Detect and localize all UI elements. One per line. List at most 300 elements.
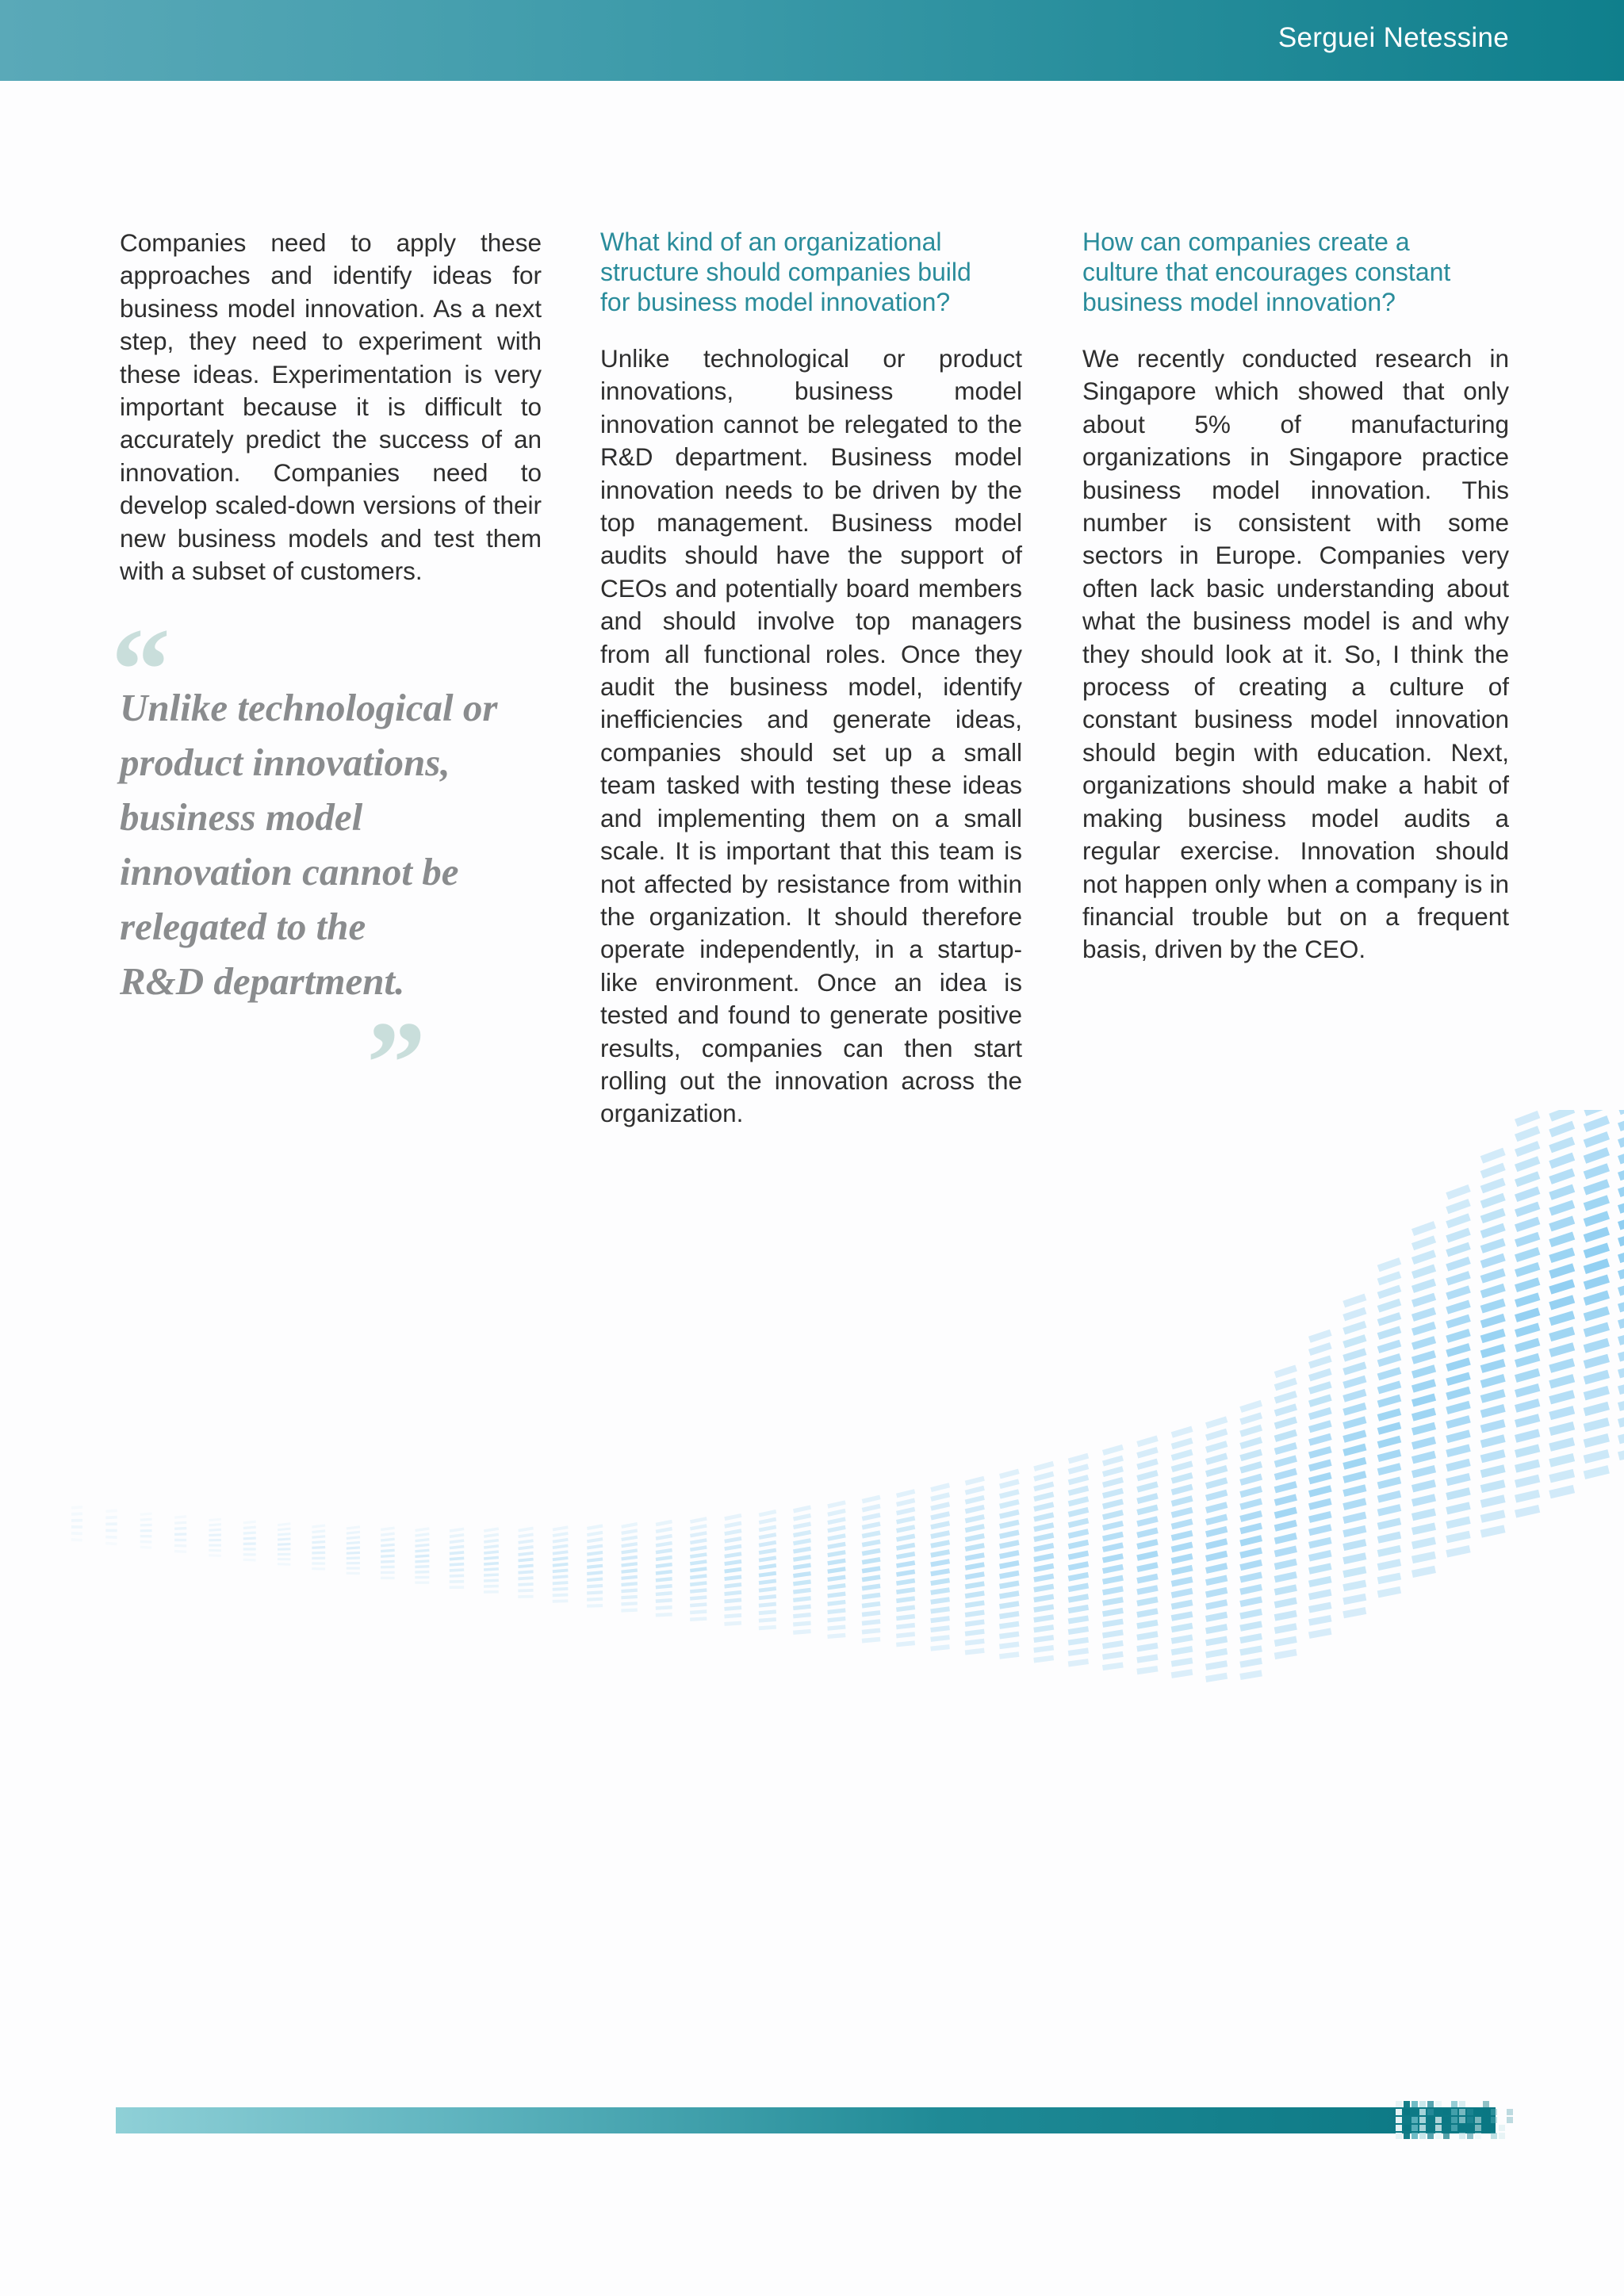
- wave-tile: [656, 1577, 672, 1582]
- wave-tile: [518, 1582, 533, 1586]
- wave-tile: [1308, 1330, 1332, 1343]
- wave-tile: [1342, 1512, 1366, 1524]
- wave-tile: [209, 1518, 221, 1522]
- wave-tile: [347, 1567, 360, 1569]
- wave-tile: [793, 1547, 811, 1554]
- wave-tile: [105, 1542, 117, 1546]
- wave-tile: [1308, 1602, 1332, 1613]
- wave-tile: [415, 1565, 429, 1568]
- text-line: innovations, business model: [600, 377, 1022, 406]
- wave-tile: [1308, 1511, 1332, 1523]
- footer-pixel: [1459, 2133, 1465, 2139]
- wave-tile: [553, 1525, 569, 1531]
- wave-tile: [1171, 1634, 1193, 1644]
- wave-tile: [827, 1559, 845, 1566]
- wave-tile: [1068, 1464, 1090, 1474]
- text-line: the process of creating a culture of: [1082, 639, 1509, 702]
- wave-tile: [1274, 1507, 1297, 1519]
- wave-tile: [1205, 1465, 1228, 1477]
- wave-tile: [793, 1530, 811, 1537]
- wave-tile: [1618, 1346, 1624, 1361]
- wave-tile: [1068, 1583, 1089, 1593]
- wave-tile: [209, 1533, 221, 1536]
- wave-tile: [724, 1536, 741, 1544]
- wave-tile: [1068, 1615, 1089, 1624]
- wave-tile: [1549, 1200, 1575, 1216]
- wave-tile: [999, 1540, 1020, 1548]
- wave-tile: [690, 1552, 707, 1559]
- wave-tile: [759, 1617, 776, 1623]
- wave-tile: [1136, 1620, 1158, 1629]
- text-line: audit the business model, identify: [600, 672, 1022, 702]
- wave-tile: [1205, 1673, 1228, 1682]
- wave-tile: [1205, 1587, 1228, 1598]
- wave-tile: [965, 1590, 985, 1598]
- wave-tile: [1411, 1235, 1436, 1250]
- wave-tile: [1549, 1469, 1575, 1483]
- text-line: only about 5% of manufacturing: [1082, 377, 1509, 438]
- wave-tile: [347, 1552, 360, 1555]
- wave-tile: [1308, 1433, 1332, 1446]
- wave-tile: [930, 1492, 950, 1502]
- wave-tile: [1377, 1436, 1402, 1448]
- wave-tile: [1274, 1649, 1297, 1659]
- wave-tile: [347, 1531, 360, 1535]
- wave-tile: [1377, 1285, 1402, 1299]
- text-line: next step, they need to experiment: [120, 293, 542, 356]
- wave-tile: [174, 1527, 186, 1530]
- wave-tile: [484, 1585, 499, 1588]
- wave-tile: [1274, 1403, 1297, 1416]
- wave-tile: [1068, 1626, 1089, 1635]
- wave-tile: [1515, 1277, 1540, 1292]
- footer-pixel: [1396, 2109, 1402, 2115]
- wave-tile: [930, 1644, 950, 1651]
- wave-tile: [1102, 1553, 1124, 1563]
- wave-tile: [1239, 1559, 1262, 1571]
- wave-tile: [1411, 1494, 1436, 1506]
- wave-tile: [415, 1544, 429, 1548]
- wave-tile: [1584, 1386, 1610, 1400]
- wave-tile: [1515, 1414, 1540, 1427]
- footer-pixel: [1419, 2117, 1426, 2123]
- wave-tile: [381, 1538, 395, 1542]
- wave-tile: [1308, 1628, 1331, 1638]
- wave-tile: [1308, 1524, 1332, 1536]
- footer-pixel: [1499, 2125, 1505, 2131]
- wave-tile: [1205, 1599, 1228, 1609]
- wave-tile: [1549, 1437, 1575, 1452]
- wave-tile: [209, 1539, 221, 1541]
- footer-pixel: [1459, 2117, 1465, 2123]
- text-line: We recently conducted research: [1082, 344, 1473, 373]
- wave-tile: [1308, 1485, 1332, 1497]
- wave-tile: [1171, 1426, 1193, 1438]
- wave-tile: [759, 1594, 776, 1600]
- wave-tile: [518, 1527, 534, 1533]
- wave-tile: [243, 1553, 256, 1556]
- wave-tile: [1480, 1223, 1506, 1238]
- wave-tile: [1515, 1186, 1540, 1202]
- wave-tile: [690, 1595, 707, 1600]
- wave-tile: [1377, 1532, 1401, 1544]
- wave-tile: [930, 1483, 950, 1492]
- wave-tile: [965, 1514, 985, 1523]
- text-line: Companies need to apply these: [120, 228, 542, 257]
- wave-tile: [621, 1522, 638, 1529]
- wave-tile: [1515, 1232, 1540, 1247]
- wave-tile: [827, 1617, 845, 1623]
- wave-tile: [1342, 1566, 1366, 1578]
- wave-tile: [1342, 1539, 1366, 1551]
- wave-tile: [1618, 1330, 1624, 1345]
- wave-tile: [999, 1571, 1020, 1579]
- wave-tile: [1515, 1111, 1540, 1127]
- wave-tile: [1308, 1446, 1332, 1459]
- wave-tile: [1377, 1490, 1401, 1503]
- wave-tile: [1342, 1498, 1366, 1510]
- wave-tile: [312, 1524, 325, 1528]
- wave-tile: [656, 1584, 672, 1589]
- wave-tile: [1549, 1342, 1575, 1357]
- wave-tile: [1446, 1199, 1470, 1214]
- wave-tile: [1102, 1445, 1124, 1456]
- wave-tile: [415, 1576, 429, 1579]
- wave-tile: [1515, 1323, 1540, 1337]
- wave-tile: [1274, 1533, 1297, 1544]
- wave-tile: [1033, 1461, 1054, 1471]
- wave-tile: [827, 1633, 845, 1639]
- wave-tile: [1239, 1461, 1262, 1473]
- wave-tile: [930, 1606, 950, 1613]
- text-line: constant business model innovation: [1082, 705, 1509, 734]
- wave-tile: [1205, 1636, 1228, 1647]
- wave-tile: [999, 1621, 1019, 1629]
- wave-tile: [381, 1526, 395, 1531]
- wave-tile: [1239, 1645, 1262, 1655]
- wave-tile: [1584, 1258, 1610, 1274]
- wave-tile: [621, 1589, 638, 1594]
- text-line: their new business models and test: [120, 491, 542, 553]
- wave-tile: [1584, 1402, 1610, 1416]
- footer-pixel: [1491, 2133, 1497, 2139]
- wave-tile: [1515, 1156, 1540, 1172]
- wave-tile: [1411, 1437, 1436, 1450]
- wave-tile: [1068, 1572, 1089, 1582]
- wave-tile: [1136, 1551, 1158, 1561]
- wave-tile: [759, 1548, 777, 1555]
- footer-pixel: [1475, 2117, 1481, 2123]
- wave-tile: [71, 1532, 82, 1535]
- wave-tile: [724, 1582, 741, 1588]
- wave-tile: [1068, 1496, 1090, 1506]
- wave-tile: [1549, 1422, 1575, 1436]
- wave-tile: [1618, 1148, 1624, 1165]
- wave-tile: [690, 1524, 707, 1530]
- text-line: is not affected by resistance from: [600, 836, 1022, 898]
- wave-tile: [1480, 1510, 1506, 1522]
- footer-pixel: [1411, 2101, 1418, 2107]
- wave-tile: [1618, 1264, 1624, 1280]
- wave-tile: [1549, 1121, 1575, 1138]
- wave-tile: [1618, 1131, 1624, 1148]
- heading-line: for business model innovation?: [600, 288, 951, 316]
- wave-tile: [1618, 1280, 1624, 1296]
- wave-tile: [518, 1552, 534, 1556]
- wave-tile: [1033, 1635, 1054, 1643]
- wave-tile: [896, 1516, 915, 1525]
- wave-tile: [1549, 1153, 1575, 1169]
- footer-pixel: [1467, 2117, 1473, 2123]
- text-line: team tasked with testing these ideas: [600, 771, 1022, 800]
- wave-tile: [1411, 1422, 1436, 1436]
- wave-tile: [1446, 1184, 1470, 1200]
- text-line: scale. It is important that this team: [600, 836, 995, 866]
- wave-tile: [1308, 1381, 1332, 1394]
- wave-tile: [1239, 1437, 1262, 1449]
- wave-tile: [1480, 1178, 1506, 1194]
- wave-tile: [415, 1582, 429, 1584]
- heading-line: culture that encourages constant: [1082, 258, 1451, 286]
- wave-tile: [484, 1527, 499, 1532]
- wave-tile: [862, 1619, 881, 1625]
- wave-tile: [1033, 1614, 1054, 1622]
- text-line: should begin with education. Next,: [1082, 737, 1509, 767]
- wave-tile: [690, 1538, 707, 1544]
- wave-tile: [1171, 1460, 1193, 1472]
- text-line: to accurately predict the success of: [120, 392, 542, 454]
- footer-pixel: [1451, 2109, 1457, 2115]
- wave-tile: [930, 1521, 950, 1529]
- wave-tile: [1377, 1559, 1401, 1571]
- wave-tile: [278, 1528, 291, 1532]
- footer-pixel: [1427, 2133, 1434, 2139]
- footer-pixel: [1419, 2101, 1426, 2107]
- wave-tile: [587, 1604, 603, 1608]
- wave-tile: [1411, 1364, 1436, 1378]
- wave-tile: [621, 1529, 638, 1535]
- column-1: [120, 227, 542, 587]
- wave-tile: [793, 1521, 811, 1529]
- wave-tile: [690, 1531, 707, 1537]
- wave-tile: [587, 1537, 603, 1543]
- wave-tile: [1446, 1300, 1470, 1314]
- wave-tile: [1377, 1573, 1401, 1585]
- wave-tile: [690, 1545, 707, 1552]
- wave-tile: [827, 1567, 845, 1574]
- wave-tile: [1239, 1633, 1262, 1644]
- wave-tile: [827, 1592, 845, 1598]
- wave-tile: [1480, 1389, 1506, 1403]
- wave-tile: [450, 1545, 465, 1550]
- wave-tile: [381, 1560, 395, 1563]
- wave-tile: [1549, 1137, 1575, 1154]
- wave-tile: [1205, 1490, 1228, 1502]
- wave-tile: [793, 1555, 811, 1562]
- wave-tile: [1136, 1528, 1158, 1538]
- wave-tile: [1342, 1402, 1366, 1416]
- wave-tile: [1136, 1470, 1158, 1481]
- footer-pixel: [1483, 2101, 1489, 2107]
- wave-tile: [1584, 1226, 1610, 1242]
- footer-pixel: [1451, 2101, 1457, 2107]
- wave-tile: [793, 1629, 811, 1635]
- wave-tile: [587, 1524, 603, 1530]
- wave-tile: [1171, 1519, 1193, 1530]
- wave-tile: [690, 1617, 707, 1621]
- wave-tile: [1033, 1624, 1054, 1632]
- wave-tile: [1205, 1526, 1228, 1537]
- footer-pixel: [1411, 2133, 1418, 2139]
- wave-tile: [140, 1546, 152, 1549]
- wave-tile: [1584, 1110, 1610, 1116]
- wave-tile: [450, 1551, 465, 1555]
- wave-tile: [1377, 1517, 1401, 1529]
- wave-tile: [312, 1540, 325, 1544]
- wave-tile: [965, 1648, 985, 1655]
- wave-tile: [1068, 1594, 1089, 1602]
- wave-tile: [1411, 1249, 1436, 1265]
- footer-pixel: [1459, 2109, 1465, 2115]
- footer-pixel: [1404, 2125, 1410, 2131]
- wave-tile: [1515, 1460, 1540, 1473]
- wave-tile: [862, 1628, 881, 1634]
- wave-tile: [1446, 1487, 1470, 1500]
- wave-tile: [1102, 1510, 1124, 1520]
- wave-tile: [1171, 1611, 1193, 1621]
- wave-tile: [690, 1517, 707, 1524]
- wave-tile: [1239, 1609, 1262, 1619]
- wave-tile: [1618, 1363, 1624, 1378]
- wave-tile: [553, 1544, 569, 1549]
- wave-tile: [1446, 1257, 1470, 1271]
- pull-quote-line: innovation cannot be: [120, 850, 459, 894]
- wave-tile: [1068, 1551, 1089, 1560]
- wave-tile: [930, 1540, 950, 1548]
- wave-tile: [518, 1595, 533, 1598]
- wave-tile: [827, 1542, 845, 1549]
- wave-tile: [862, 1513, 881, 1521]
- wave-tile: [1274, 1494, 1297, 1506]
- wave-tile: [1411, 1536, 1436, 1549]
- wave-tile: [1274, 1378, 1297, 1391]
- wave-tile: [1308, 1368, 1332, 1382]
- wave-tile: [1274, 1442, 1297, 1455]
- wave-tile: [347, 1572, 360, 1575]
- wave-tile: [793, 1588, 811, 1594]
- wave-tile: [1342, 1307, 1366, 1322]
- wave-tile: [1136, 1459, 1158, 1470]
- wave-tile: [1377, 1395, 1402, 1408]
- wave-tile: [1342, 1525, 1366, 1537]
- wave-tile: [1033, 1502, 1054, 1511]
- wave-tile: [518, 1576, 533, 1580]
- wave-tile: [724, 1590, 741, 1596]
- wave-tile: [1515, 1171, 1540, 1187]
- wave-tile: [1239, 1621, 1262, 1631]
- wave-tile: [1549, 1358, 1575, 1373]
- wave-tile: [1515, 1445, 1540, 1458]
- wave-tile: [656, 1570, 672, 1575]
- wave-tile: [1205, 1441, 1228, 1452]
- text-line: with these ideas. Experimentation is: [120, 327, 542, 388]
- wave-tile: [1274, 1429, 1297, 1442]
- wave-tile: [999, 1479, 1020, 1489]
- wave-tile: [1446, 1545, 1470, 1558]
- text-line: top management. Business model: [600, 508, 1022, 538]
- wave-tile: [174, 1515, 186, 1519]
- wave-tile: [1411, 1322, 1436, 1336]
- footer-pixel: [1404, 2133, 1410, 2139]
- wave-tile: [140, 1540, 152, 1544]
- wave-tile: [1515, 1292, 1540, 1307]
- wave-tile: [1618, 1297, 1624, 1313]
- wave-tile: [415, 1538, 429, 1542]
- wave-tile: [999, 1641, 1019, 1649]
- wave-tile: [724, 1567, 741, 1574]
- text-line: organizations in Singapore practice: [1082, 442, 1509, 472]
- wave-tile: [690, 1602, 707, 1607]
- wave-tile: [896, 1632, 915, 1638]
- wave-tile: [1308, 1589, 1332, 1600]
- wave-tile: [312, 1567, 325, 1571]
- wave-tile: [621, 1582, 638, 1586]
- wave-tile: [965, 1543, 985, 1552]
- wave-tile: [174, 1533, 186, 1536]
- wave-tile: [1549, 1295, 1575, 1310]
- wave-tile: [1480, 1284, 1506, 1299]
- wave-tile: [862, 1575, 881, 1582]
- wave-tile: [759, 1556, 776, 1562]
- wave-tile: [587, 1598, 603, 1601]
- wave-tile: [450, 1575, 465, 1578]
- text-line: organizations should make a habit: [1082, 771, 1477, 800]
- wave-tile: [1446, 1242, 1470, 1257]
- wave-tile: [1136, 1562, 1158, 1572]
- wave-tile: [1342, 1334, 1366, 1348]
- wave-tile: [1411, 1451, 1436, 1464]
- wave-tile: [105, 1529, 117, 1533]
- text-line: and implementing them on a small: [600, 803, 1022, 832]
- wave-tile: [1274, 1546, 1297, 1558]
- text-line: business model innovation. As a: [120, 293, 485, 323]
- wave-tile: [1515, 1217, 1540, 1232]
- wave-tile: [896, 1578, 915, 1586]
- wave-tile: [1446, 1459, 1470, 1471]
- wave-tile: [587, 1577, 603, 1582]
- wave-tile: [553, 1563, 569, 1567]
- text-line: idea is tested and found to generate: [600, 967, 1022, 1030]
- wave-tile: [243, 1526, 256, 1530]
- wave-tile: [174, 1544, 186, 1548]
- wave-tile: [1274, 1623, 1297, 1634]
- footer-pixel: [1435, 2125, 1442, 2131]
- wave-tile: [243, 1531, 256, 1534]
- wave-tile: [1171, 1495, 1193, 1506]
- footer-pixel: [1467, 2133, 1473, 2139]
- footer-pixel: [1435, 2101, 1442, 2107]
- wave-tile: [1446, 1343, 1470, 1357]
- wave-tile: [1377, 1340, 1402, 1353]
- wave-tile: [724, 1605, 741, 1611]
- wave-tile: [1102, 1542, 1124, 1552]
- wave-tile: [1239, 1425, 1262, 1437]
- wave-tile: [1102, 1629, 1124, 1638]
- wave-tile: [1584, 1211, 1610, 1226]
- wave-tile: [278, 1543, 291, 1546]
- wave-tile: [1239, 1474, 1262, 1486]
- wave-tile: [1480, 1464, 1506, 1478]
